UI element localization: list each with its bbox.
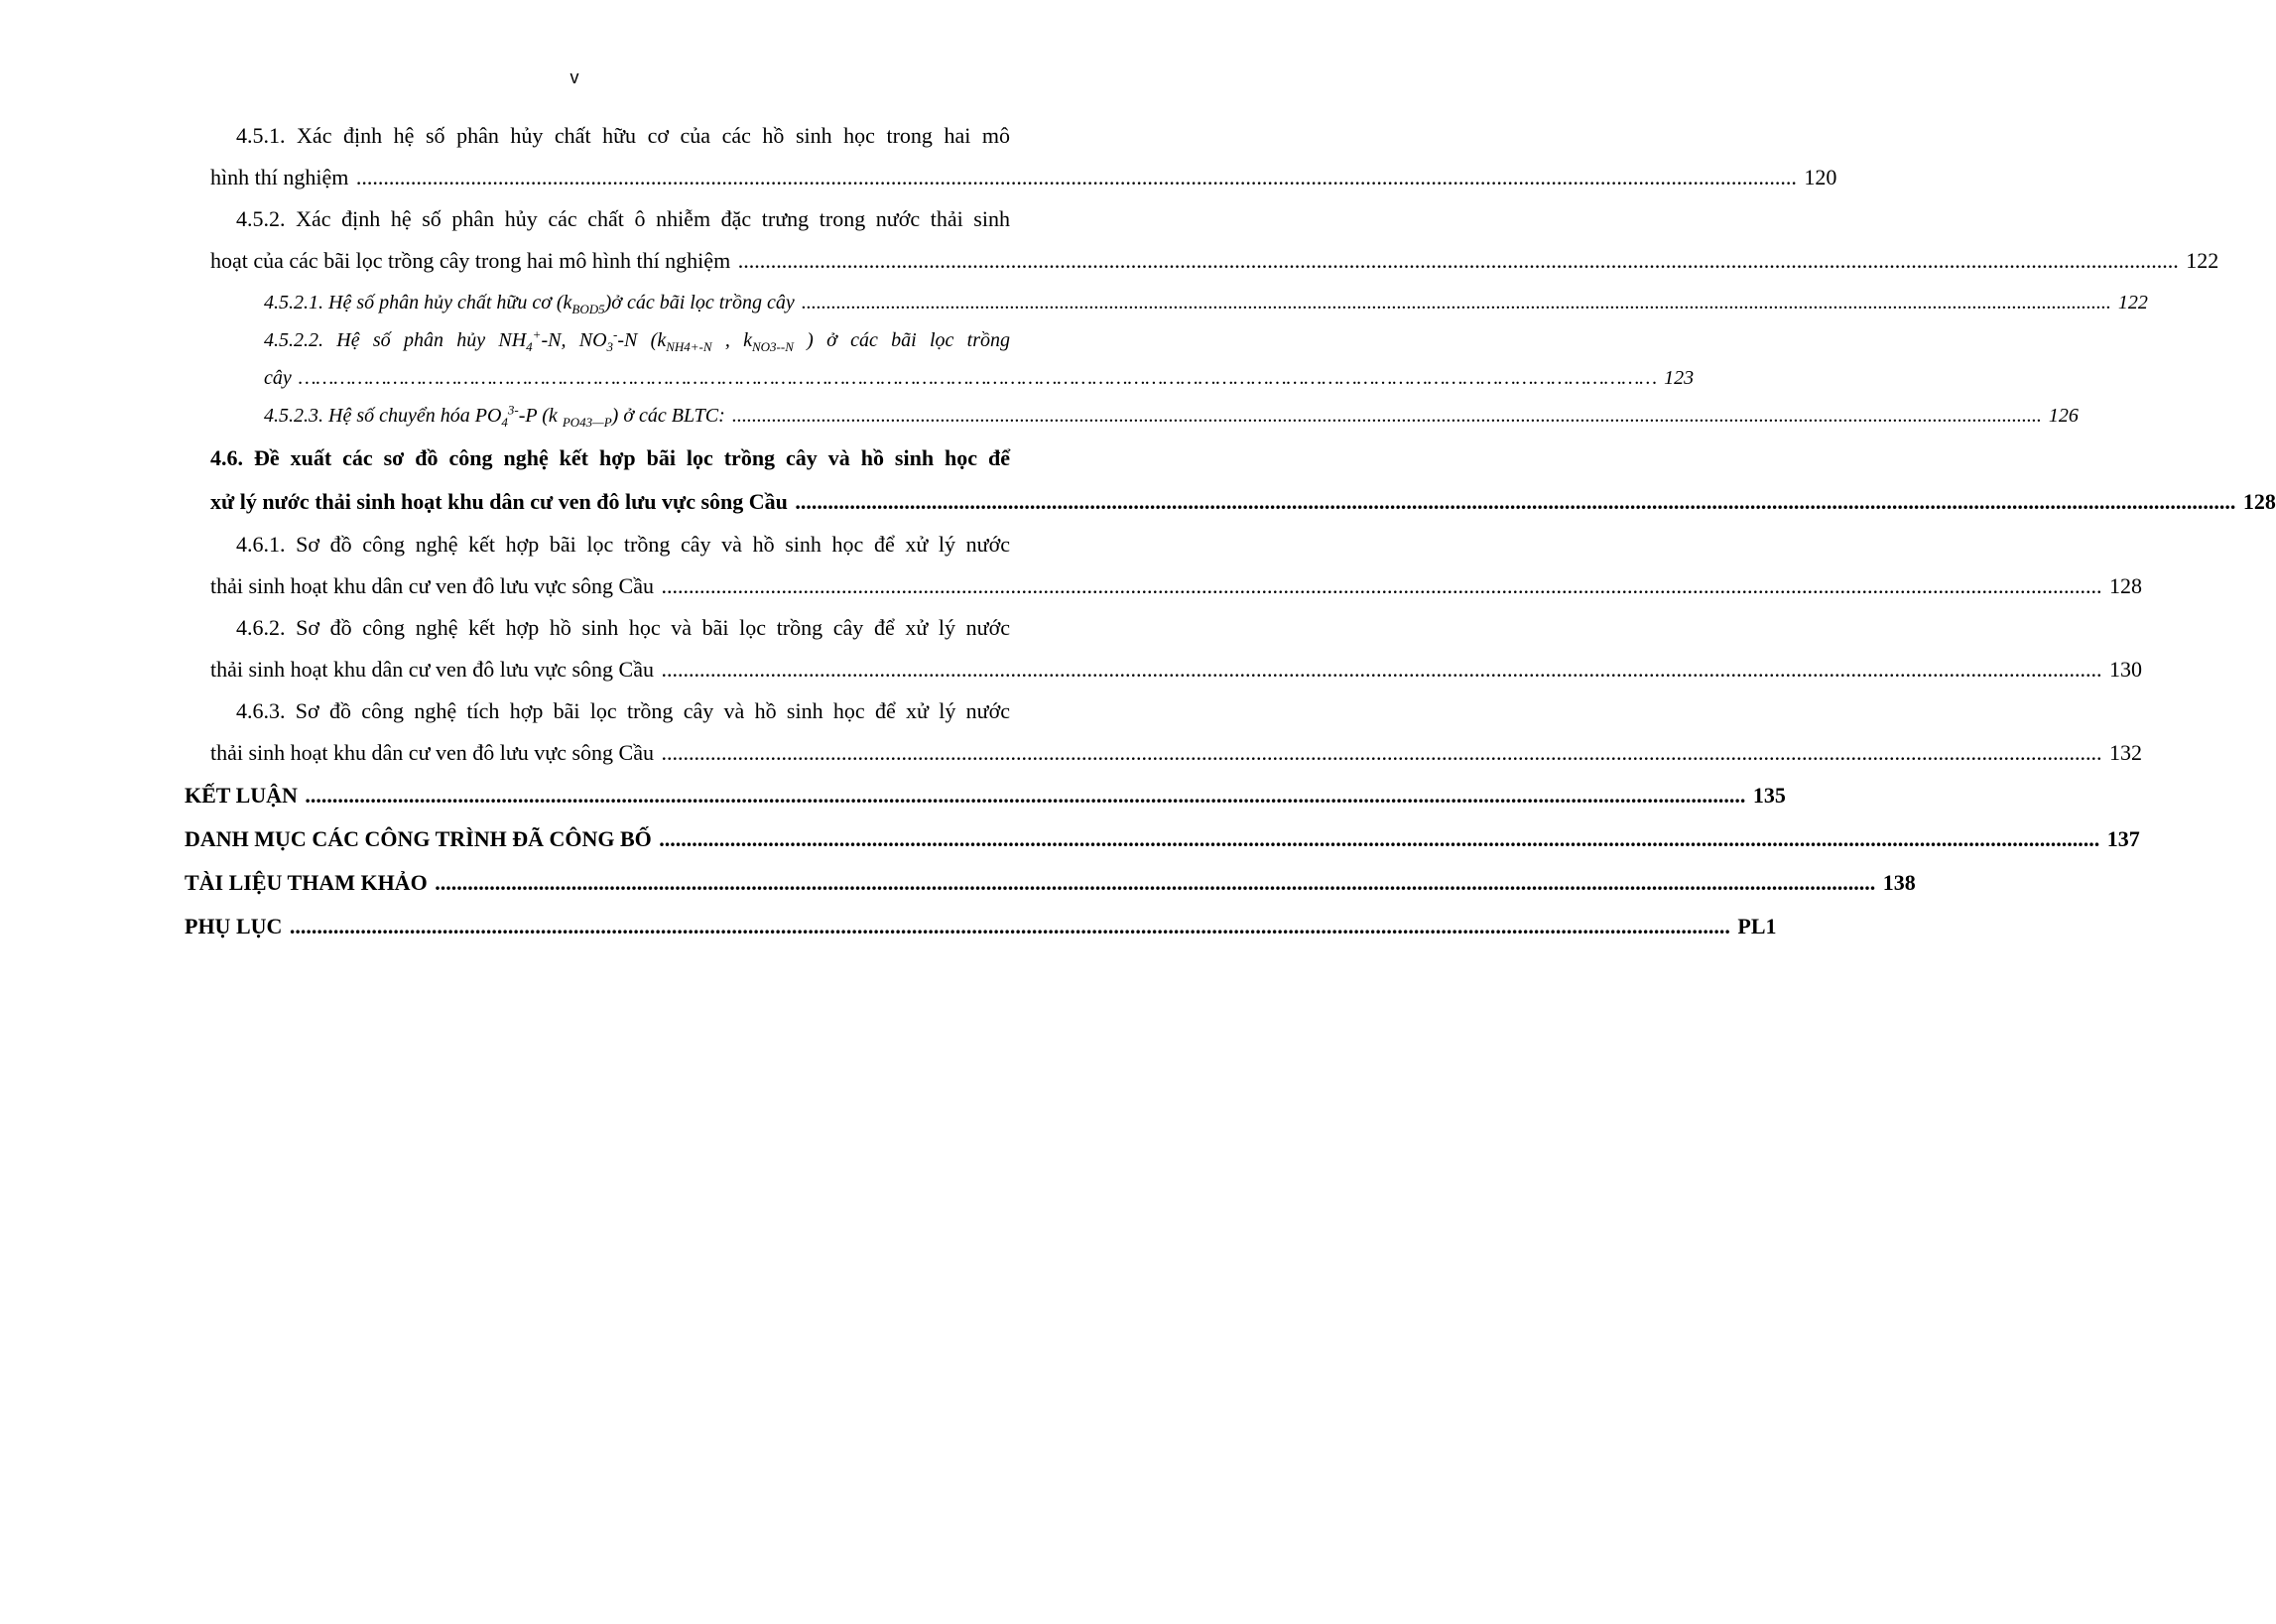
toc-entry-text: 4.6.1. Sơ đồ công nghệ kết hợp bãi lọc trồng cây và hồ sinh học để xử lý nước bbox=[236, 532, 1010, 557]
toc-entry-4-6[interactable] bbox=[210, 437, 2276, 524]
toc-entry-text: hình thí nghiệm bbox=[210, 165, 349, 189]
toc-entry-text: 4.6.3. Sơ đồ công nghệ tích hợp bãi lọc trồng cây và hồ sinh học để xử lý nước bbox=[236, 698, 1010, 723]
toc-page-number: 123 bbox=[1664, 367, 1695, 389]
dot-leader bbox=[305, 783, 1745, 808]
toc-entry-phu-luc[interactable] bbox=[185, 905, 1777, 948]
toc-page-number: 137 bbox=[2106, 826, 2140, 851]
toc-page-number: 128 bbox=[2108, 573, 2142, 598]
toc-entry-text: KẾT LUẬN bbox=[185, 783, 298, 808]
toc-entry-text: thải sinh hoạt khu dân cư ven đô lưu vực sông Cầu bbox=[210, 740, 654, 765]
dot-leader bbox=[661, 740, 2101, 765]
dot-leader bbox=[290, 914, 1730, 938]
dot-leader bbox=[795, 489, 2235, 514]
toc-entry-text: xử lý nước thải sinh hoạt khu dân cư ven đô lưu vực sông Cầu bbox=[210, 489, 788, 514]
table-of-contents bbox=[0, 115, 2276, 948]
toc-entry-text: 4.6.2. Sơ đồ công nghệ kết hợp hồ sinh học và bãi lọc trồng cây để xử lý nước bbox=[236, 615, 1010, 640]
toc-entry-4-5-2-2[interactable] bbox=[264, 321, 1695, 397]
dot-leader bbox=[661, 573, 2101, 598]
dot-leader bbox=[435, 870, 1875, 895]
toc-entry-4-6-2[interactable] bbox=[210, 607, 2142, 690]
toc-entry-text: thải sinh hoạt khu dân cư ven đô lưu vực sông Cầu bbox=[210, 573, 654, 598]
toc-entry-text: thải sinh hoạt khu dân cư ven đô lưu vực sông Cầu bbox=[210, 657, 654, 682]
toc-page-number: PL1 bbox=[1737, 914, 1777, 938]
dot-leader bbox=[661, 657, 2101, 682]
toc-entry-text: 4.5.2. Xác định hệ số phân hủy các chất ô nhiễm đặc trưng trong nước thải sinh bbox=[236, 206, 1010, 231]
toc-entry-4-5-2-3[interactable] bbox=[264, 397, 2079, 435]
toc-entry-text: 4.5.2.2. Hệ số phân hủy $NH_4^+-N$, $NO_3^--N$ ($k_{NH4+-N}$ , $k_{NO3--N}$ ) ở các bãi lọc trồng bbox=[264, 326, 1010, 354]
toc-page-number: 126 bbox=[2048, 405, 2079, 427]
toc-entry-4-5-2[interactable] bbox=[210, 198, 2219, 282]
toc-entry-text: DANH MỤC CÁC CÔNG TRÌNH ĐÃ CÔNG BỐ bbox=[185, 826, 652, 851]
dot-leader bbox=[738, 248, 2179, 273]
dot-leader bbox=[356, 165, 1797, 189]
dot-leader bbox=[299, 367, 1657, 389]
toc-page-number: 128 bbox=[2242, 489, 2276, 514]
toc-entry-4-5-2-1[interactable] bbox=[264, 284, 2148, 321]
toc-page-number: 138 bbox=[1882, 870, 1916, 895]
dot-leader bbox=[732, 405, 2042, 427]
toc-entry-4-6-3[interactable] bbox=[210, 690, 2142, 774]
toc-entry-text: 4.5.2.1. Hệ số phân hủy chất hữu cơ $(k_{BOD5})ở$ các bãi lọc trồng cây bbox=[264, 292, 795, 316]
dot-leader bbox=[802, 292, 2111, 313]
toc-entry-danh-muc[interactable] bbox=[185, 817, 2140, 861]
page-number: v bbox=[569, 67, 579, 87]
toc-page-number: 130 bbox=[2108, 657, 2142, 682]
toc-entry-ket-luan[interactable] bbox=[185, 774, 1786, 817]
toc-page-number: 132 bbox=[2108, 740, 2142, 765]
toc-entry-text: TÀI LIỆU THAM KHẢO bbox=[185, 870, 428, 895]
toc-page-number: 122 bbox=[2117, 292, 2148, 313]
toc-entry-4-6-1[interactable] bbox=[210, 524, 2142, 607]
toc-entry-text: cây bbox=[264, 367, 292, 389]
dot-leader bbox=[659, 826, 2099, 851]
toc-page-number: 122 bbox=[2186, 248, 2219, 273]
toc-entry-text: 4.6. Đề xuất các sơ đồ công nghệ kết hợp bãi lọc trồng cây và hồ sinh học để bbox=[210, 445, 1010, 470]
toc-entry-tai-lieu[interactable] bbox=[185, 861, 1916, 905]
toc-page-number: 120 bbox=[1804, 165, 1837, 189]
toc-entry-text: hoạt của các bãi lọc trồng cây trong hai mô hình thí nghiệm bbox=[210, 248, 731, 273]
toc-page-number: 135 bbox=[1752, 783, 1786, 808]
toc-entry-text: 4.5.1. Xác định hệ số phân hủy chất hữu cơ của các hồ sinh học trong hai mô bbox=[236, 123, 1010, 148]
toc-entry-4-5-1[interactable] bbox=[210, 115, 1837, 198]
toc-entry-text: PHỤ LỤC bbox=[185, 914, 283, 938]
toc-entry-text: 4.5.2.3. Hệ số chuyển hóa $PO_4^{3-}-P$ (k $_{PO43—P}$) ở các BLTC: bbox=[264, 402, 725, 430]
